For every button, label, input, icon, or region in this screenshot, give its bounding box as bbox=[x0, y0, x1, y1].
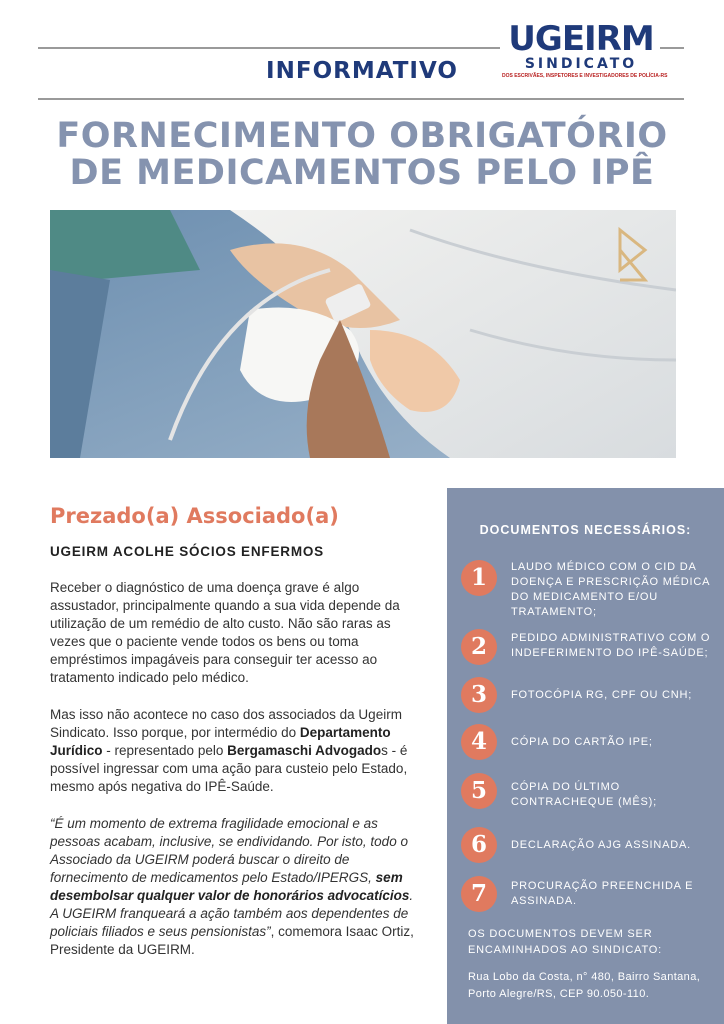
documents-note: OS DOCUMENTOS DEVEM SER ENCAMINHADOS AO SINDICATO: bbox=[468, 928, 662, 956]
informativo-label: INFORMATIVO bbox=[266, 58, 458, 84]
number-badge: 7 bbox=[461, 876, 497, 912]
number-badge: 2 bbox=[461, 629, 497, 665]
legal-department-text: Departamento Jurídico bbox=[50, 725, 391, 758]
number-badge: 6 bbox=[461, 827, 497, 863]
header-divider bbox=[38, 98, 684, 100]
document-text: CÓPIA DO ÚLTIMO CONTRACHEQUE (MÊS); bbox=[511, 781, 657, 808]
logo-wordmark: UGEIRM bbox=[508, 19, 654, 59]
ugeirm-logo bbox=[502, 19, 668, 82]
article-paragraph-1: Receber o diagnóstico de uma doença grave é algo assustador, principalmente quando a sua vida depende da utilização de um remédio de alto custo. Não são raras as vezes que o paciente vende todos os bens ou toma empréstimos impagáveis para conseguir ter acesso ao tratamento indicado pelo médico. bbox=[50, 580, 400, 685]
article-subheading: UGEIRM ACOLHE SÓCIOS ENFERMOS bbox=[50, 544, 324, 559]
documents-panel bbox=[447, 488, 724, 1024]
article-paragraph-2: Mas isso não acontece no caso dos associados da Ugeirm Sindicato. Isso porque, por intermédio do Departamento Jurídico - representado pelo Bergamaschi Advogados - é possível ingressar com uma ação para custeio pelo Estado, mesmo após negativa do IPÊ-Saúde. bbox=[50, 707, 408, 794]
logo-subtitle: SINDICATO bbox=[524, 56, 638, 72]
no-fees-highlight: sem desembolsar qualquer valor de honorários advocatícios bbox=[50, 870, 410, 903]
title-line-2: DE MEDICAMENTOS PELO IPÊ bbox=[69, 153, 655, 193]
top-divider-right bbox=[660, 47, 684, 49]
top-divider bbox=[38, 47, 500, 49]
number-badge: 3 bbox=[461, 677, 497, 713]
number-badge: 1 bbox=[461, 560, 497, 596]
document-text: DECLARAÇÃO AJG ASSINADA. bbox=[511, 839, 691, 851]
document-text: PROCURAÇÃO PREENCHIDA E ASSINADA. bbox=[511, 880, 694, 907]
union-address: Rua Lobo da Costa, n° 480, Bairro Santana, Porto Alegre/RS, CEP 90.050-110. bbox=[468, 971, 701, 1000]
hospital-photo bbox=[50, 210, 676, 458]
article-column bbox=[50, 504, 422, 978]
number-badge: 5 bbox=[461, 773, 497, 809]
president-quote: “É um momento de extrema fragilidade emocional e as pessoas acabam, inclusive, se endividando. Por isto, todo o Associado da UGEIRM poderá buscar o direito de fornecimento de medicamentos pelo Estado/IPERGS, sem desembolsar qualquer valor de honorários advocatícios. A UGEIRM franqueará a ação também aos dependentes de policiais filiados e seus pensionistas”, comemora Isaac Ortiz, Presidente da UGEIRM. bbox=[50, 816, 414, 957]
document-text: PEDIDO ADMINISTRATIVO COM O INDEFERIMENTO DO IPÊ-SAÚDE; bbox=[511, 632, 711, 659]
page-title bbox=[0, 118, 724, 192]
document-text: LAUDO MÉDICO COM O CID DA DOENÇA E PRESCRIÇÃO MÉDICA DO MEDICAMENTO E/OU TRATAMENTO; bbox=[511, 561, 710, 618]
document-text: CÓPIA DO CARTÃO IPE; bbox=[511, 736, 653, 748]
title-line-1: FORNECIMENTO OBRIGATÓRIO bbox=[56, 116, 668, 156]
logo-tagline: DOS ESCRIVÃES, INSPETORES E INVESTIGADORES DE POLÍCIA-RS bbox=[502, 73, 668, 79]
document-text: FOTOCÓPIA RG, CPF OU CNH; bbox=[511, 689, 693, 701]
documents-title: DOCUMENTOS NECESSÁRIOS: bbox=[479, 523, 692, 537]
law-firm-text: Bergamaschi Advogado bbox=[227, 743, 382, 758]
number-badge: 4 bbox=[461, 724, 497, 760]
greeting-heading: Prezado(a) Associado(a) bbox=[50, 504, 339, 528]
